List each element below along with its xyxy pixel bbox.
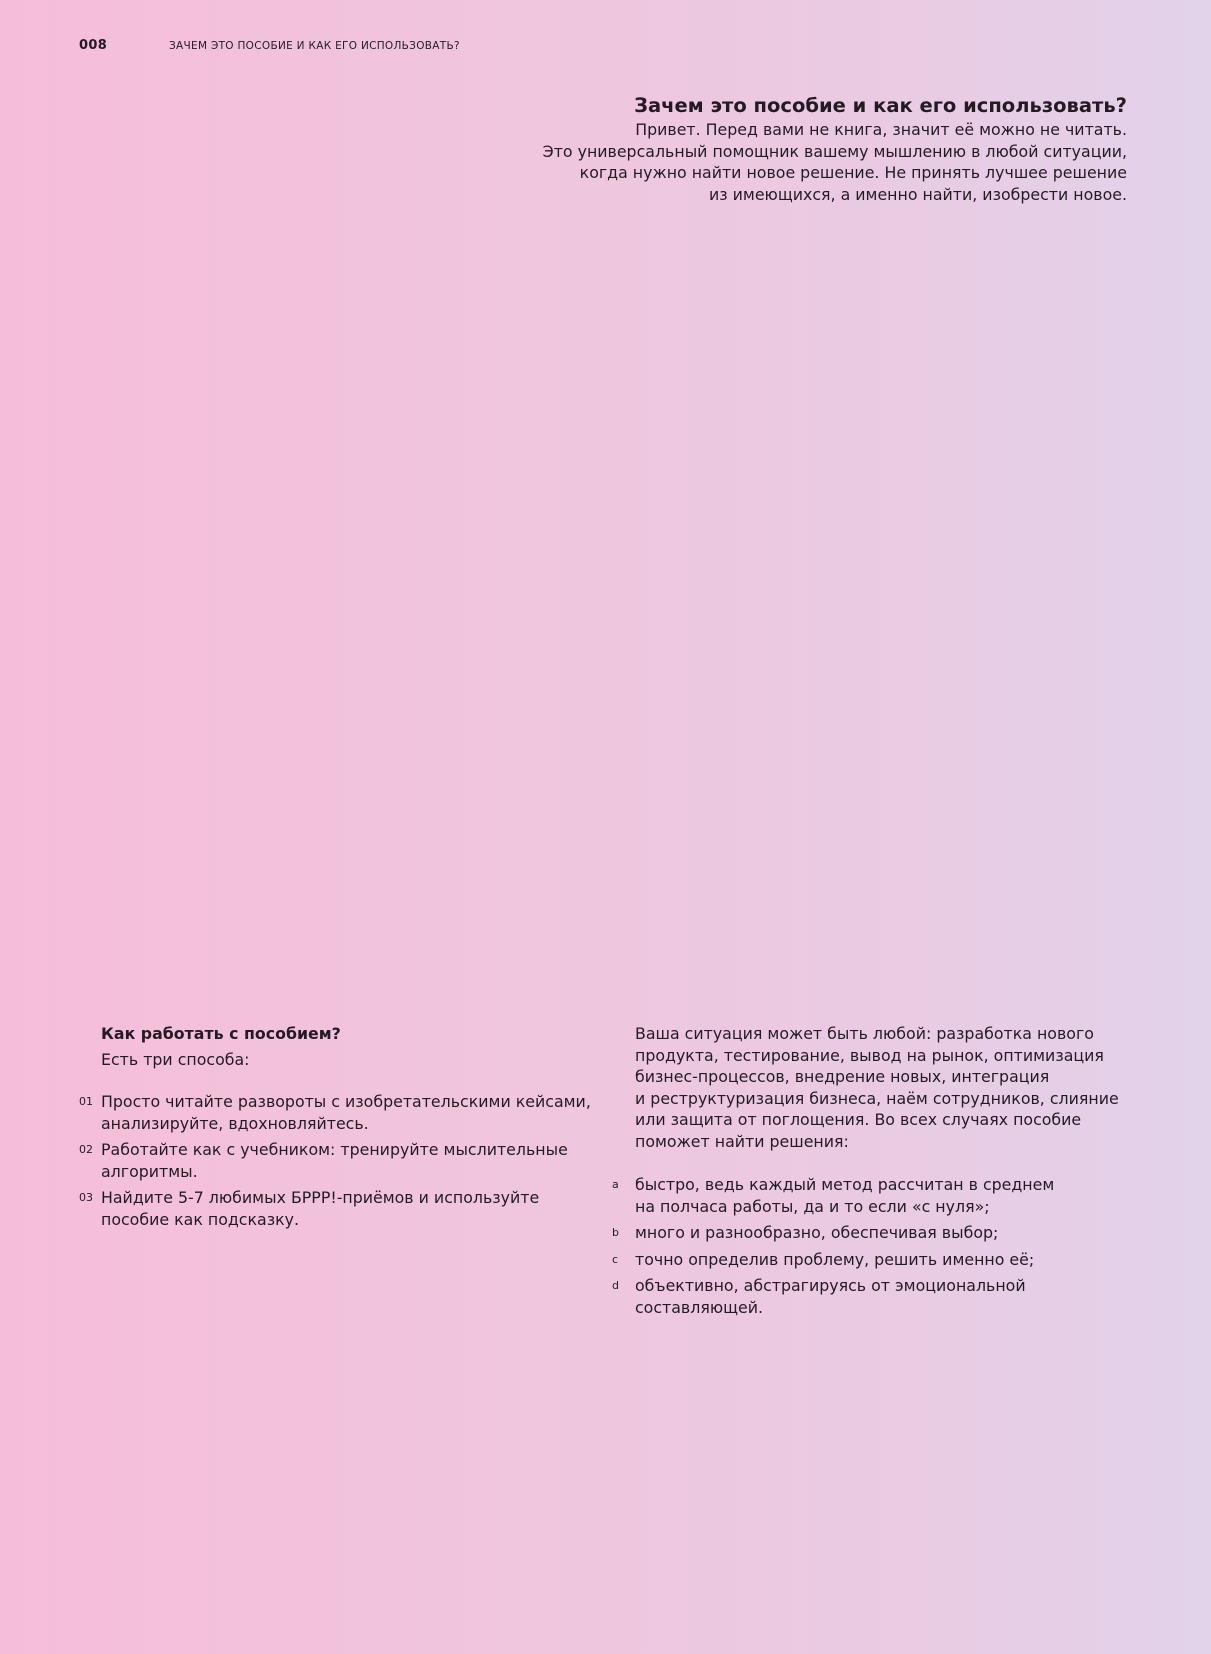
list-item-text: точно определив проблему, решить именно её; [635,1249,1035,1269]
page-number: 008 [79,38,108,53]
intro-section [487,93,1127,205]
list-item-marker: 03 [79,1191,93,1204]
list-item [612,1275,1132,1318]
list-item [79,1139,609,1182]
list-item [612,1249,1132,1271]
intro-body: Привет. Перед вами не книга, значит её можно не читать. Это универсальный помощник вашему мышлению в любой ситуации, когда нужно найти новое решение. Не принять лучшее решение из имеющихся, а именно найти, изобрести новое. [542,120,1127,204]
list-item-marker: 01 [79,1095,93,1108]
how-to-list [79,1091,609,1230]
list-item [79,1187,609,1230]
list-item-text: много и разнообразно, обеспечивая выбор; [635,1223,999,1242]
list-item [79,1091,609,1134]
list-item-marker: a [612,1178,619,1191]
list-item-marker: c [612,1252,619,1266]
list-item-text: Найдите 5-7 любимых БРРР!-приёмов и используйте пособие как подсказку. [101,1188,540,1229]
running-header: ЗАЧЕМ ЭТО ПОСОБИЕ И КАК ЕГО ИСПОЛЬЗОВАТЬ? [169,40,460,52]
situation-text: Ваша ситуация может быть любой: разработка нового продукта, тестирование, вывод на рынок, оптимизация бизнес-процессов, внедрение новых, интеграция и реструктуризация бизнеса, наём сотрудников, слияние или защита от поглощения. Во всех случаях пособие поможет найти решения: [635,1024,1119,1151]
list-item-marker: 02 [79,1143,93,1156]
intro-title: Зачем это пособие и как его использовать? [634,94,1127,117]
how-to-subtitle: Есть три способа: [101,1050,250,1069]
list-item-text: объективно, абстрагируясь от эмоциональной составляющей. [635,1276,1026,1317]
list-item-marker: d [612,1279,619,1292]
situation-list [612,1174,1132,1318]
list-item-marker: b [612,1226,619,1239]
how-to-title: Как работать с пособием? [101,1024,341,1043]
how-to-section [79,1023,609,1235]
list-item-text: быстро, ведь каждый метод рассчитан в среднем на полчаса работы, да и то если «с нуля»; [635,1175,1055,1216]
list-item [612,1222,1132,1244]
list-item-text: Работайте как с учебником: тренируйте мыслительные алгоритмы. [101,1140,568,1181]
list-item-text: Просто читайте развороты с изобретательскими кейсами, анализируйте, вдохновляйтесь. [101,1092,591,1133]
list-item [612,1174,1132,1217]
situation-section [612,1023,1132,1323]
